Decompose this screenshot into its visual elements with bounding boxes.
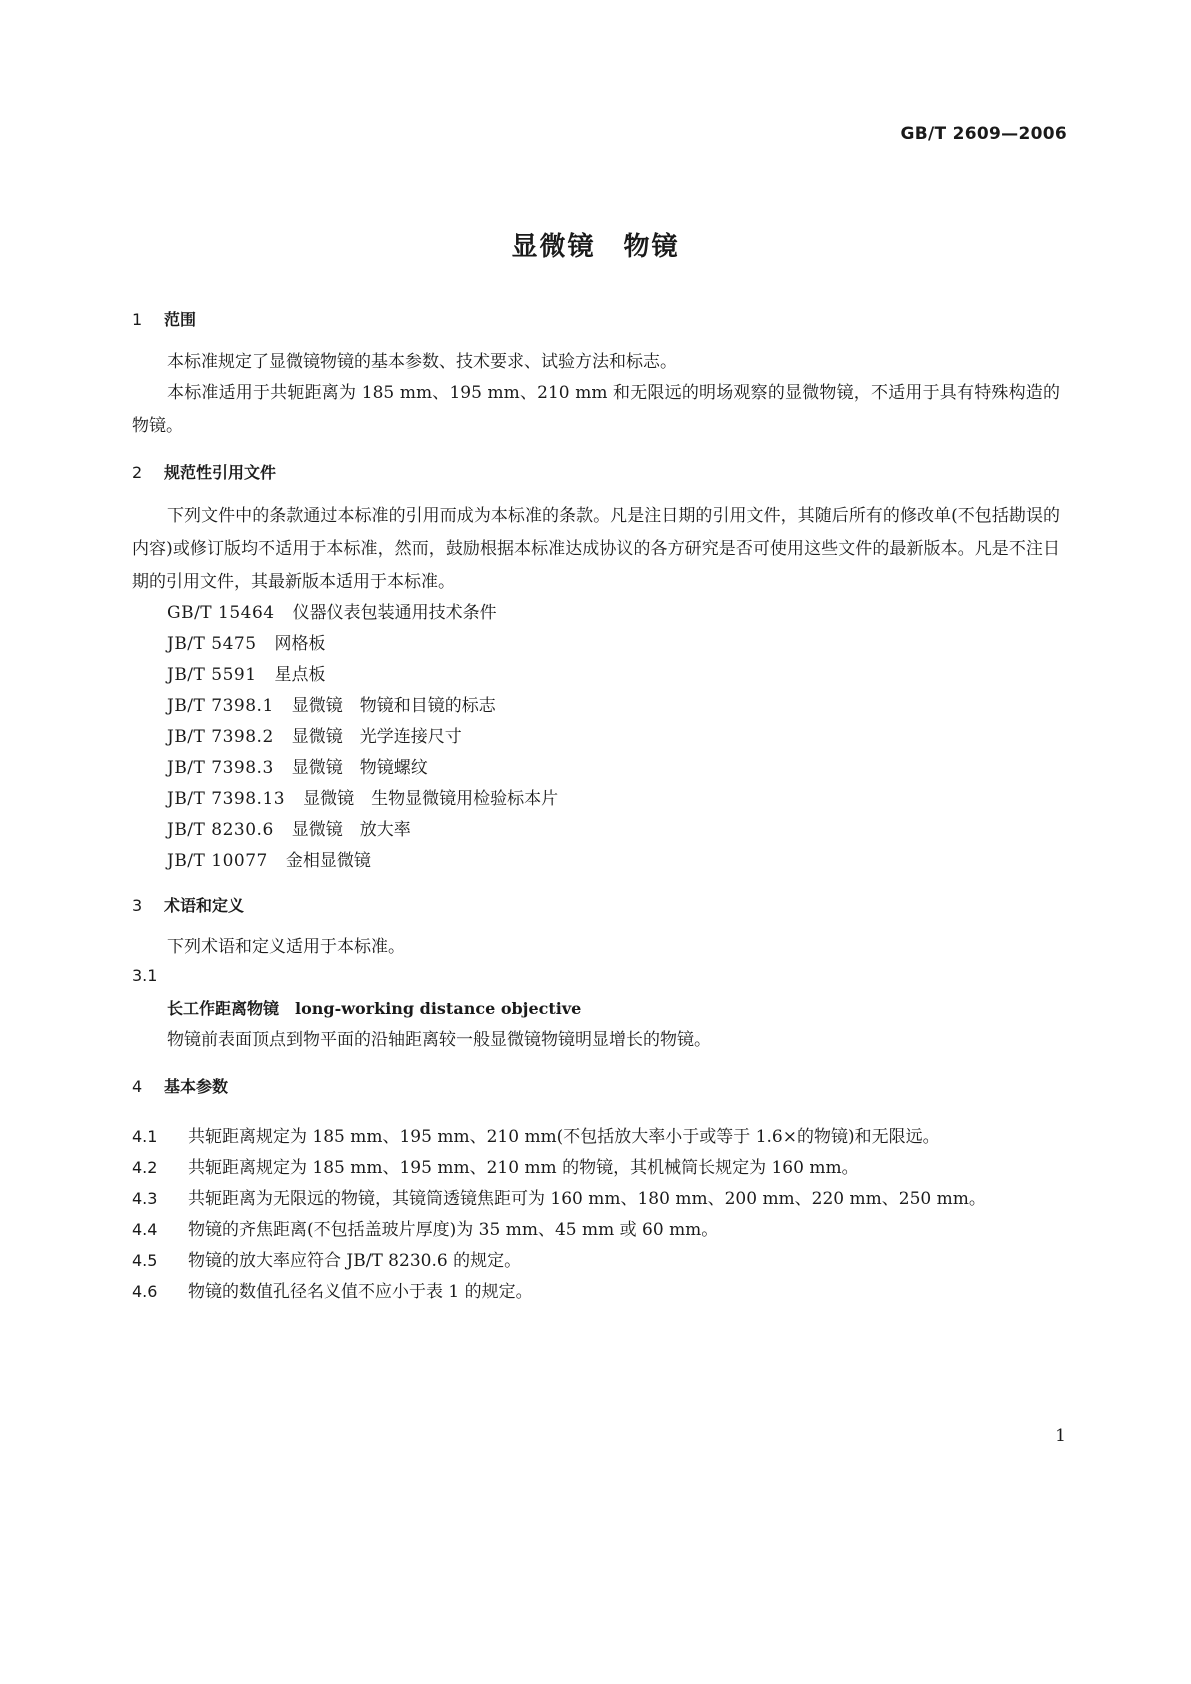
clause-item — [132, 1277, 533, 1302]
reference-code: GB/T 15464 — [167, 603, 275, 623]
clause-text: 共轭距离为无限远的物镜，其镜筒透镜焦距可为 160 mm、180 mm、200 mm、220 mm、250 mm。 — [188, 1189, 986, 1209]
reference-title: 金相显微镜 — [285, 851, 371, 871]
clause-item — [132, 1184, 986, 1209]
clause-text: 共轭距离规定为 185 mm、195 mm、210 mm(不包括放大率小于或等于 1.6×的物镜)和无限远。 — [188, 1127, 940, 1147]
clause-number: 4.5 — [132, 1251, 158, 1270]
clause-text: 物镜的数值孔径名义值不应小于表 1 的规定。 — [188, 1282, 533, 1302]
reference-item — [167, 784, 558, 809]
reference-title: 显微镜 物镜和目镜的标志 — [291, 696, 496, 716]
term-number: 3.1 — [132, 966, 158, 985]
clause-number: 4.3 — [132, 1189, 158, 1208]
clause-text: 共轭距离规定为 185 mm、195 mm、210 mm 的物镜，其机械筒长规定为 160 mm。 — [188, 1158, 859, 1178]
reference-item — [167, 846, 371, 871]
reference-title: 仪器仪表包装通用技术条件 — [292, 603, 497, 623]
reference-item — [167, 691, 496, 716]
reference-item — [167, 815, 411, 840]
reference-code: JB/T 8230.6 — [167, 820, 274, 840]
reference-title: 显微镜 物镜螺纹 — [291, 758, 428, 778]
reference-code: JB/T 5475 — [167, 634, 257, 654]
reference-title: 网格板 — [274, 634, 326, 654]
reference-title: 显微镜 光学连接尺寸 — [291, 727, 462, 747]
section-title: 范围 — [164, 310, 197, 329]
clause-number: 4.6 — [132, 1282, 158, 1301]
standard-code: GB/T 2609—2006 — [900, 124, 1067, 144]
section-1-paragraph-2: 本标准适用于共轭距离为 185 mm、195 mm、210 mm 和无限远的明场观察的显微物镜，不适用于具有特殊构造的物镜。 — [132, 383, 1060, 436]
section-title: 基本参数 — [164, 1077, 229, 1096]
reference-title: 星点板 — [274, 665, 326, 685]
clause-text: 物镜的齐焦距离(不包括盖玻片厚度)为 35 mm、45 mm 或 60 mm。 — [188, 1220, 719, 1240]
document-title: 显微镜 物镜 — [511, 232, 680, 262]
reference-item — [167, 629, 326, 654]
clause-number: 4.4 — [132, 1220, 158, 1239]
section-4-heading — [132, 1074, 228, 1097]
reference-code: JB/T 7398.2 — [167, 727, 274, 747]
section-title: 术语和定义 — [164, 896, 245, 915]
term-english: long-working distance objective — [295, 999, 582, 1018]
section-number: 4 — [132, 1077, 143, 1096]
clause-number: 4.2 — [132, 1158, 158, 1177]
section-title: 规范性引用文件 — [164, 463, 277, 482]
reference-code: JB/T 10077 — [167, 851, 268, 871]
reference-title: 显微镜 放大率 — [291, 820, 411, 840]
reference-code: JB/T 7398.13 — [167, 789, 286, 809]
reference-code: JB/T 7398.3 — [167, 758, 274, 778]
section-3-paragraph-1: 下列术语和定义适用于本标准。 — [167, 937, 405, 957]
clause-item — [132, 1215, 718, 1240]
reference-item — [167, 598, 497, 623]
reference-title: 显微镜 生物显微镜用检验标本片 — [303, 789, 559, 809]
clause-item — [132, 1122, 940, 1147]
section-2-heading — [132, 460, 276, 483]
section-1-heading — [132, 307, 196, 330]
reference-item — [167, 753, 428, 778]
term-chinese: 长工作距离物镜 — [167, 999, 280, 1018]
section-number: 3 — [132, 896, 143, 915]
reference-code: JB/T 5591 — [167, 665, 257, 685]
reference-item — [167, 660, 326, 685]
section-number: 2 — [132, 463, 143, 482]
reference-code: JB/T 7398.1 — [167, 696, 274, 716]
reference-item — [167, 722, 462, 747]
term-heading — [167, 996, 581, 1019]
page-number: 1 — [1055, 1426, 1066, 1446]
clause-item — [132, 1153, 859, 1178]
term-definition: 物镜前表面顶点到物平面的沿轴距离较一般显微镜物镜明显增长的物镜。 — [167, 1030, 711, 1050]
clause-text: 物镜的放大率应符合 JB/T 8230.6 的规定。 — [188, 1251, 522, 1271]
section-2-paragraph-1: 下列文件中的条款通过本标准的引用而成为本标准的条款。凡是注日期的引用文件，其随后所有的修改单(不包括勘误的内容)或修订版均不适用于本标准，然而，鼓励根据本标准达成协议的各方研究是否可使用这些文件的最新版本。凡是不注日期的引用文件，其最新版本适用于本标准。 — [132, 506, 1060, 592]
section-number: 1 — [132, 310, 143, 329]
clause-number: 4.1 — [132, 1127, 158, 1146]
section-1-paragraph-1: 本标准规定了显微镜物镜的基本参数、技术要求、试验方法和标志。 — [167, 352, 677, 372]
clause-item — [132, 1246, 521, 1271]
section-3-heading — [132, 893, 244, 916]
